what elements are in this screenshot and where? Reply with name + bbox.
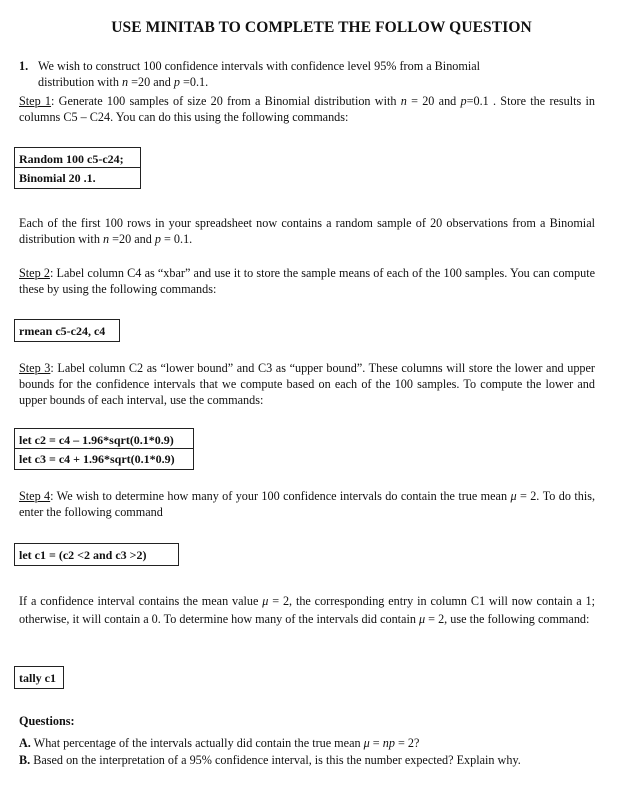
command-box-step-2 <box>14 319 120 342</box>
n-symbol: n <box>121 75 129 89</box>
p-symbol: p <box>173 75 180 89</box>
command-box-step-4 <box>14 543 179 566</box>
question-a-text-c: = 2? <box>394 736 420 750</box>
step-4-text-b: = 2. To do this, enter the following command <box>19 489 595 519</box>
command-line: tally c1 <box>19 671 56 685</box>
tally-text-c: = 2, use the following command: <box>425 612 590 626</box>
rows-text-b: =20 and <box>109 232 155 246</box>
question-1-line2-b: =20 and <box>128 75 174 89</box>
step-4-paragraph <box>19 488 595 520</box>
step-1-text-c: =0.1 . Store the results in columns C5 – C24. You can do this using the following commands: <box>19 94 596 124</box>
question-a-text-a: What percentage of the intervals actually did contain the true mean <box>30 736 364 750</box>
n-symbol: n <box>400 94 407 108</box>
rows-paragraph <box>19 215 595 247</box>
mu-symbol: μ <box>510 489 517 503</box>
question-1-line2-a: distribution with <box>38 75 122 89</box>
step-4-text-a: : We wish to determine how many of your 100 confidence intervals do contain the true mean <box>50 489 511 503</box>
step-4-label: Step 4 <box>19 489 51 503</box>
step-3-label: Step 3 <box>19 361 51 375</box>
step-2-label: Step 2 <box>19 266 50 280</box>
step-1-text-a: : Generate 100 samples of size 20 from a Binomial distribution with <box>51 94 401 108</box>
page-title: USE MINITAB TO COMPLETE THE FOLLOW QUESTION <box>111 19 532 36</box>
mu-symbol: μ <box>262 594 269 608</box>
tally-text-a: If a confidence interval contains the mean value <box>19 594 263 608</box>
command-box-tally <box>14 666 64 689</box>
question-b <box>19 752 521 768</box>
question-1-text <box>38 58 595 90</box>
step-2-text: : Label column C4 as “xbar” and use it to store the sample means of each of the 100 samples. You can compute these by using the following commands: <box>19 266 596 296</box>
step-3-text: : Label column C2 as “lower bound” and C3 as “upper bound”. These columns will store the lower and upper bounds for the confidence intervals that we compute based on each of the 100 samples. To compute the lower and upper bounds of each interval, use the commands: <box>19 361 595 407</box>
step-1-text-b: = 20 and <box>406 94 461 108</box>
step-3-paragraph <box>19 360 595 408</box>
tally-text-b: = 2, the corresponding entry in column C1 will now contain a 1; otherwise, it will contain a 0. To determine how many of the intervals did contain <box>19 594 596 626</box>
p-symbol: p <box>154 232 161 246</box>
question-number: 1. <box>19 59 29 73</box>
tally-paragraph <box>19 592 595 628</box>
command-line: Binomial 20 .1. <box>15 167 140 186</box>
command-line: rmean c5-c24, c4 <box>19 324 106 338</box>
question-a <box>19 735 419 751</box>
step-1-label: Step 1 <box>19 94 52 108</box>
command-box-step-1 <box>14 147 141 189</box>
mu-symbol: μ <box>363 736 370 750</box>
mu-symbol: μ <box>419 612 426 626</box>
p-symbol: p <box>460 94 467 108</box>
question-b-text: Based on the interpretation of a 95% confidence interval, is this the number expected? Explain why. <box>30 753 521 767</box>
command-line: let c2 = c4 – 1.96*sqrt(0.1*0.9) <box>19 433 174 447</box>
command-line: let c3 = c4 + 1.96*sqrt(0.1*0.9) <box>15 448 193 467</box>
np-symbol: np <box>382 736 395 750</box>
command-line: Random 100 c5-c24; <box>19 152 124 166</box>
question-1-line1: We wish to construct 100 confidence intervals with confidence level 95% from a Binomial <box>38 59 481 73</box>
question-a-label: A. <box>19 736 31 750</box>
rows-text-a: Each of the first 100 rows in your spreadsheet now contains a random sample of 20 observations from a Binomial distribution with <box>19 216 595 246</box>
n-symbol: n <box>102 232 110 246</box>
question-b-label: B. <box>19 753 31 767</box>
rows-text-c: = 0.1. <box>160 232 193 246</box>
step-2-paragraph <box>19 265 595 297</box>
question-1-line2-c: =0.1. <box>179 75 209 89</box>
command-line: let c1 = (c2 <2 and c3 >2) <box>19 548 147 562</box>
step-1-paragraph <box>19 93 595 125</box>
command-box-step-3 <box>14 428 194 470</box>
questions-heading: Questions: <box>19 714 75 728</box>
question-a-text-b: = <box>369 736 383 750</box>
